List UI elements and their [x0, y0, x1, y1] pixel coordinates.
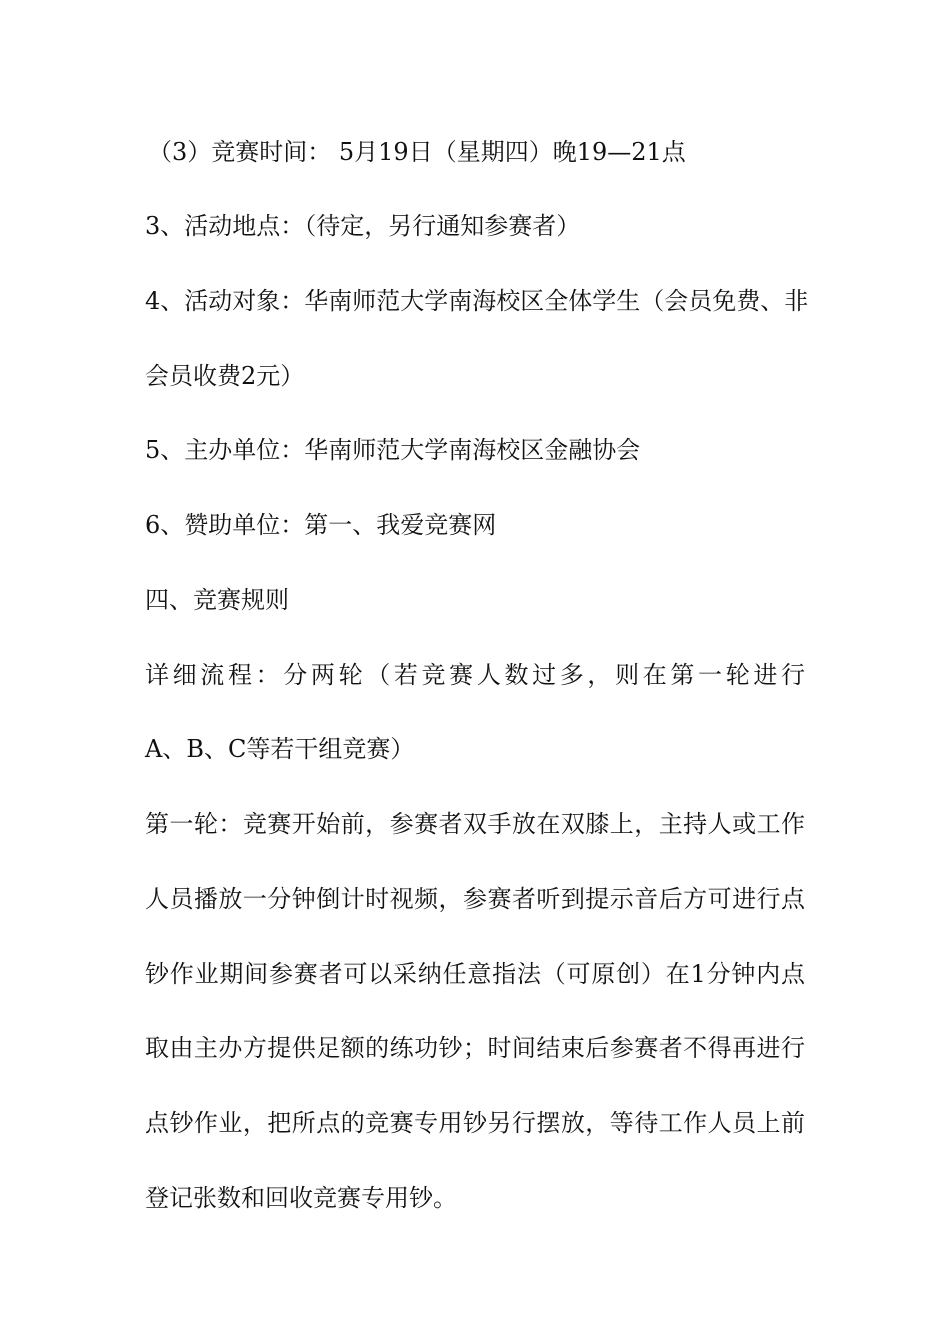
- target-audience-line: 4、活动对象：华南师范大学南海校区全体学生（会员免费、非: [145, 287, 809, 315]
- round-one-line-3: 钞作业期间参赛者可以采纳任意指法（可原创）在1分钟内点: [145, 960, 805, 988]
- round-one-line-1: 第一轮：竞赛开始前，参赛者双手放在双膝上，主持人或工作: [145, 810, 805, 838]
- process-line-continued: A、B、C等若干组竞赛）: [145, 735, 415, 763]
- organizer-line: 5、主办单位：华南师范大学南海校区金融协会: [145, 436, 641, 464]
- round-one-line-5: 点钞作业，把所点的竞赛专用钞另行摆放，等待工作人员上前: [145, 1109, 805, 1137]
- process-line: 详细流程：分两轮（若竞赛人数过多，则在第一轮进行: [145, 661, 805, 689]
- venue-line: 3、活动地点：（待定，另行通知参赛者）: [145, 212, 581, 240]
- round-one-line-2: 人员播放一分钟倒计时视频，参赛者听到提示音后方可进行点: [145, 885, 805, 913]
- round-one-line-6: 登记张数和回收竞赛专用钞。: [145, 1184, 457, 1212]
- competition-time-line: （3）竞赛时间： 5月19日（星期四）晚19—21点: [148, 138, 686, 166]
- round-one-line-4: 取由主办方提供足额的练功钞；时间结束后参赛者不得再进行: [145, 1034, 805, 1062]
- sponsor-line: 6、赞助单位：第一、我爱竞赛网: [145, 511, 497, 539]
- target-audience-line-continued: 会员收费2元）: [145, 362, 305, 390]
- section-heading-rules: 四、竞赛规则: [145, 586, 289, 614]
